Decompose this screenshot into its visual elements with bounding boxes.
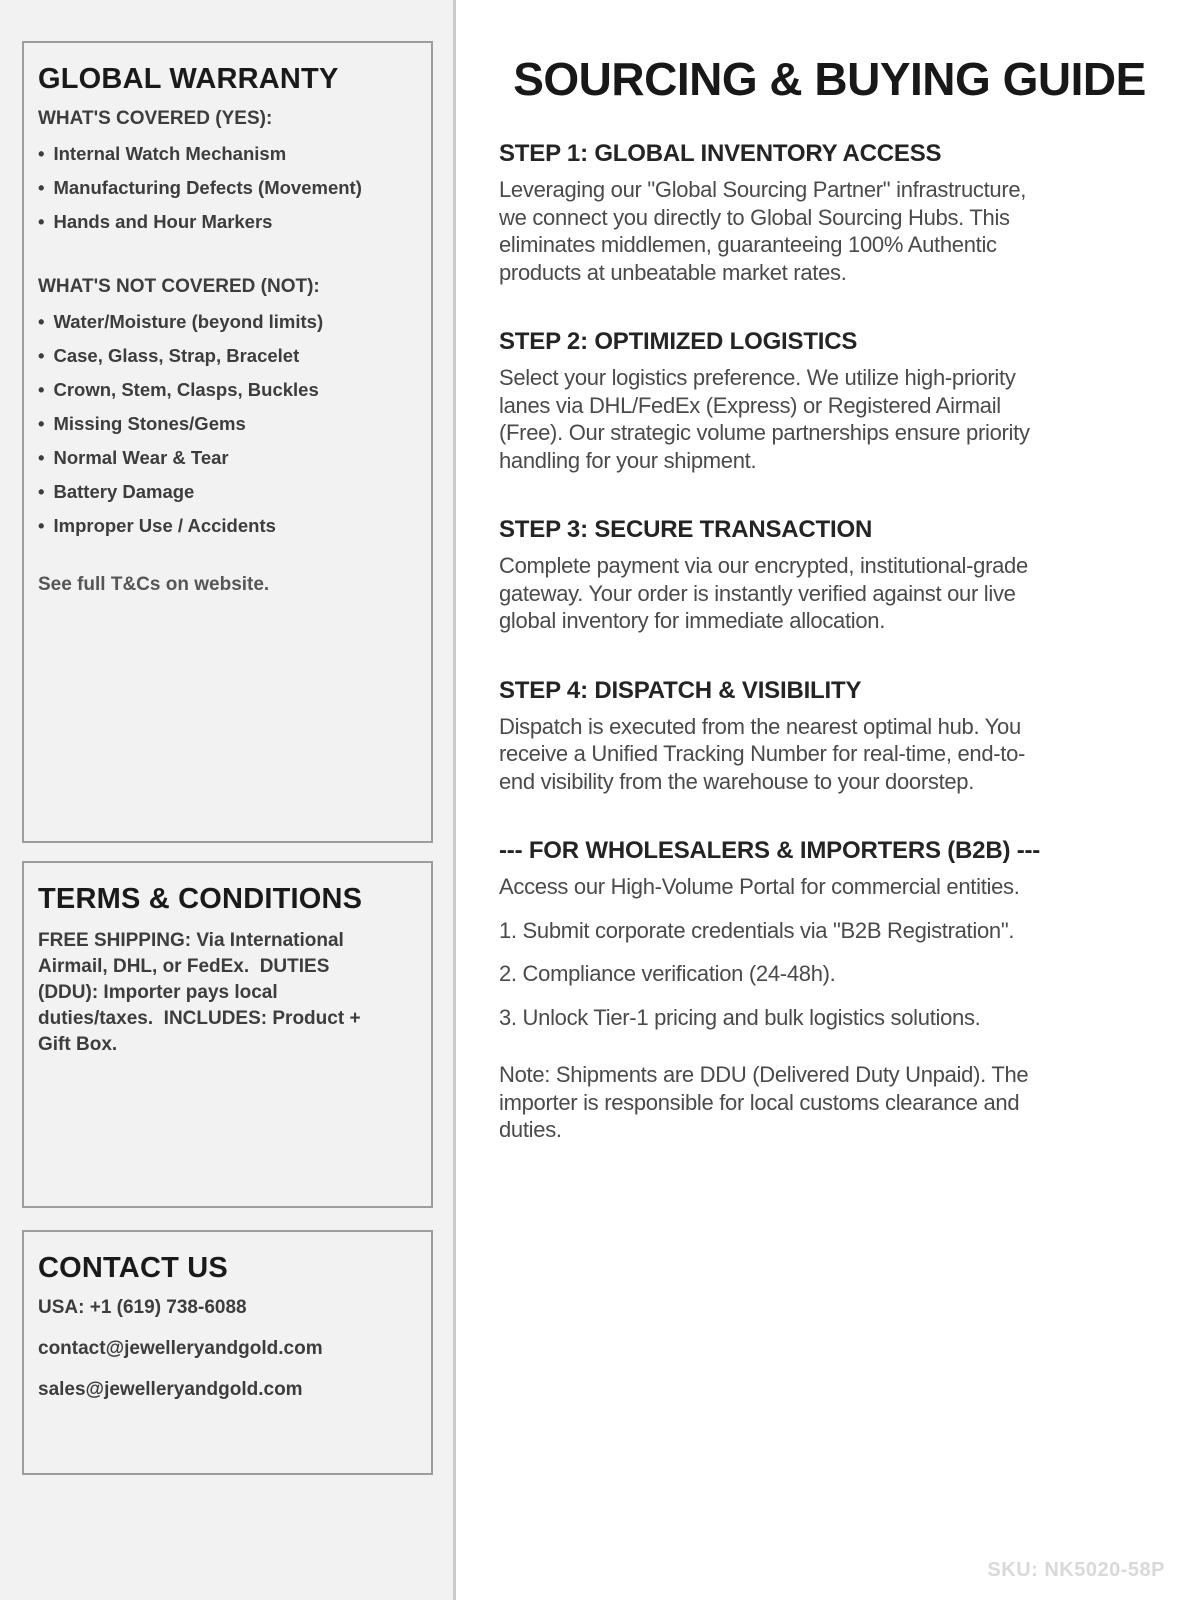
covered-item: • Internal Watch Mechanism — [38, 144, 417, 164]
not-covered-item: • Missing Stones/Gems — [38, 414, 417, 434]
b2b-step-1: 1. Submit corporate credentials via "B2B Registration". — [499, 917, 1015, 943]
b2b-section — [499, 837, 1047, 1144]
covered-item: • Hands and Hour Markers — [38, 212, 417, 232]
sku-label: SKU: NK5020-58P — [987, 1559, 1165, 1581]
step-3-heading: STEP 3: SECURE TRANSACTION — [499, 516, 873, 543]
step-1-heading: STEP 1: GLOBAL INVENTORY ACCESS — [499, 140, 942, 167]
step-4-heading: STEP 4: DISPATCH & VISIBILITY — [499, 676, 862, 704]
step-3-body: Complete payment via our encrypted, institutional-grade gateway. Your order is instantly verified against our live global inventory for immediate allocation. — [499, 553, 1028, 633]
step-4-section — [499, 677, 1047, 796]
not-covered-item: • Normal Wear & Tear — [38, 448, 417, 468]
terms-title: TERMS & CONDITIONS — [38, 883, 363, 915]
not-covered-item: • Case, Glass, Strap, Bracelet — [38, 346, 417, 366]
covered-item: • Manufacturing Defects (Movement) — [38, 178, 417, 198]
b2b-step-2: 2. Compliance verification (24-48h). — [499, 961, 836, 986]
contact-title: CONTACT US — [38, 1252, 228, 1284]
covered-heading: WHAT'S COVERED (YES): — [38, 108, 273, 129]
covered-list — [38, 144, 417, 232]
contact-email-primary: contact@jewelleryandgold.com — [38, 1338, 323, 1359]
b2b-step-3: 3. Unlock Tier-1 pricing and bulk logistics solutions. — [499, 1004, 981, 1030]
b2b-note: Note: Shipments are DDU (Delivered Duty Unpaid). The importer is responsible for local customs clearance and duties. — [499, 1062, 1029, 1142]
not-covered-item: • Battery Damage — [38, 482, 417, 502]
warranty-footnote: See full T&Cs on website. — [38, 574, 270, 595]
b2b-intro: Access our High-Volume Portal for commercial entities. — [499, 874, 1020, 899]
step-1-section — [499, 140, 1047, 286]
not-covered-item: • Improper Use / Accidents — [38, 516, 417, 536]
step-2-heading: STEP 2: OPTIMIZED LOGISTICS — [499, 328, 858, 355]
page-title: SOURCING & BUYING GUIDE — [513, 53, 1146, 105]
warranty-box — [22, 41, 433, 843]
warranty-title: GLOBAL WARRANTY — [38, 63, 339, 95]
contact-email-sales: sales@jewelleryandgold.com — [38, 1379, 303, 1400]
not-covered-heading: WHAT'S NOT COVERED (NOT): — [38, 276, 320, 297]
terms-box — [22, 861, 433, 1208]
step-3-section — [499, 516, 1047, 635]
step-2-section — [499, 328, 1047, 474]
contact-phone: USA: +1 (619) 738-6088 — [38, 1297, 247, 1318]
contact-box — [22, 1230, 433, 1475]
step-2-body: Select your logistics preference. We utilize high-priority lanes via DHL/FedEx (Express) or Registered Airmail (Free). Our strategic volume partnerships ensure priority handling for your shipment. — [499, 365, 1030, 473]
b2b-heading: --- FOR WHOLESALERS & IMPORTERS (B2B) --- — [499, 837, 1041, 864]
main-column — [459, 0, 1200, 1600]
not-covered-list — [38, 312, 417, 536]
not-covered-item: • Crown, Stem, Clasps, Buckles — [38, 380, 417, 400]
guide-content — [499, 140, 1047, 1144]
not-covered-item: • Water/Moisture (beyond limits) — [38, 312, 417, 332]
terms-body: FREE SHIPPING: Via International Airmail, DHL, or FedEx. DUTIES (DDU): Importer pays local duties/taxes. INCLUDES: Product + Gift Box. — [38, 930, 366, 1055]
step-4-body: Dispatch is executed from the nearest optimal hub. You receive a Unified Tracking Number for real-time, end-to-end visibility from the warehouse to your doorstep. — [499, 713, 1026, 794]
sidebar — [0, 0, 456, 1600]
step-1-body: Leveraging our "Global Sourcing Partner" infrastructure, we connect you directly to Global Sourcing Hubs. This eliminates middlemen, guaranteeing 100% Authentic products at unbeatable market rates. — [499, 177, 1027, 285]
